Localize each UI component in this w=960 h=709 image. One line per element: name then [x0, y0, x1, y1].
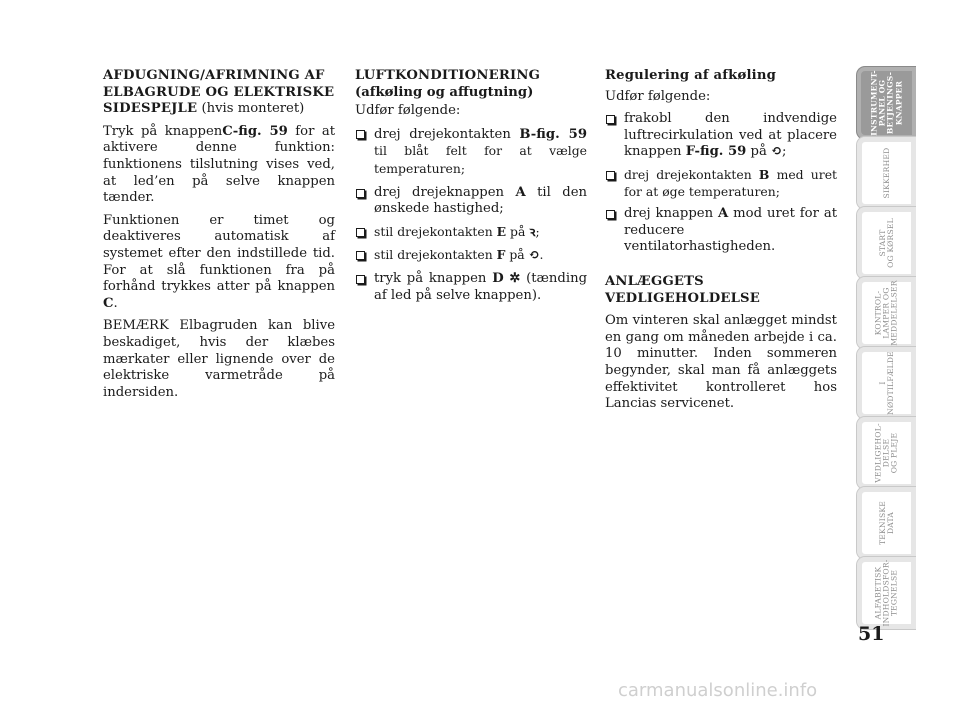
outside-air-icon: ⟲	[528, 248, 540, 264]
heading-maintenance: ANLÆGGETS VEDLIGEHOLDELSE	[605, 273, 761, 306]
heading-aircon: LUFTKONDITIONERING (afkøling og affugtning)	[355, 68, 541, 100]
fan-feet-icon: ꝛ	[529, 224, 536, 240]
tab-start-driving[interactable]: START OG KØRSEL	[856, 206, 916, 280]
tab-warning-lights[interactable]: KONTROL- LAMPER OG MEDDELELSER	[856, 276, 916, 350]
intro-text: Udfør følgende:	[355, 103, 461, 119]
heading-cooling: Regulering af afkøling	[605, 68, 777, 83]
list-item: stil drejekontakten F på ⟲.	[355, 247, 587, 265]
checkbox-bullet-icon	[356, 130, 365, 139]
list-item: stil drejekontakten E på ꝛ;	[355, 224, 587, 242]
list-item: drej drejekontakten B med uret for at øge temperaturen;	[605, 167, 837, 200]
list-item: tryk på knappen D ✲ (tænding af led på selve knappen).	[355, 271, 587, 304]
tab-emergency[interactable]: I NØDTILFÆLDE	[856, 346, 916, 420]
instruction-list	[355, 126, 587, 304]
checkbox-bullet-icon	[356, 275, 365, 284]
checkbox-bullet-icon	[606, 171, 615, 180]
paragraph-1: Tryk på knappenC-fig. 59 for at aktivere denne funktion: funktionens tilslutning vises ved, at led’en på selve knappen tænder.	[103, 123, 335, 206]
list-item: frakobl den indvendige luftrecirkulation ved at placere knappen F-fig. 59 på ⟲;	[605, 111, 837, 161]
checkbox-bullet-icon	[606, 115, 615, 124]
page-number: 51	[858, 623, 885, 645]
watermark: carmanualsonline.info	[618, 680, 818, 701]
heading-defrost: AFDUGNING/AFRIMNING AF ELBAGRUDE OG ELEKTRISKE SIDESPEJLE (hvis monteret)	[103, 68, 335, 117]
tab-technical-data[interactable]: TEKNISKE DATA	[856, 486, 916, 560]
paragraph-note: BEMÆRK Elbagruden kan blive beskadiget, hvis der klæbes mærkater eller lignende over de elektriske varmetråde på indersiden.	[103, 318, 335, 400]
tab-maintenance[interactable]: VEDLIGEHOL- DELSE OG PLEJE	[856, 416, 916, 490]
checkbox-bullet-icon	[606, 210, 615, 219]
paragraph-2: Funktionen er timet og deaktiveres automatisk af systemet efter den indstillede tid. For at slå funktionen fra på forhånd trykkes atter på knappen C.	[103, 212, 335, 311]
tab-instrument-panel[interactable]: INSTRUMENT- PANEL OG BETJENINGS- KNAPPER	[856, 66, 916, 140]
tab-safety[interactable]: SIKKERHED	[856, 136, 916, 210]
checkbox-bullet-icon	[356, 228, 365, 237]
column-1	[103, 68, 335, 407]
intro-text: Udfør følgende:	[605, 88, 711, 104]
list-item: drej drejekontakten B-fig. 59 til blåt felt for at vælge temperaturen;	[355, 126, 587, 179]
column-2	[355, 68, 587, 310]
instruction-list	[605, 111, 837, 256]
checkbox-bullet-icon	[356, 189, 365, 198]
snowflake-icon: ✲	[509, 270, 521, 286]
column-3	[605, 68, 837, 419]
list-item: drej knappen A mod uret for at reducere ventilatorhastigheden.	[605, 206, 837, 256]
paragraph-maintenance: Om vinteren skal anlægget mindst en gang om måneden arbejde i ca. 10 minutter. Inden sommeren begynder, skal man få anlæggets effektivitet kontrolleret hos Lancias servicenet.	[605, 313, 837, 412]
list-item: drej drejeknappen A til den ønskede hastighed;	[355, 185, 587, 218]
checkbox-bullet-icon	[356, 251, 365, 260]
tab-alphabetical-index[interactable]: ALFABETISK INDHOLDSFOR- TEGNELSE	[856, 556, 916, 630]
outside-air-icon: ⟲	[771, 144, 782, 160]
